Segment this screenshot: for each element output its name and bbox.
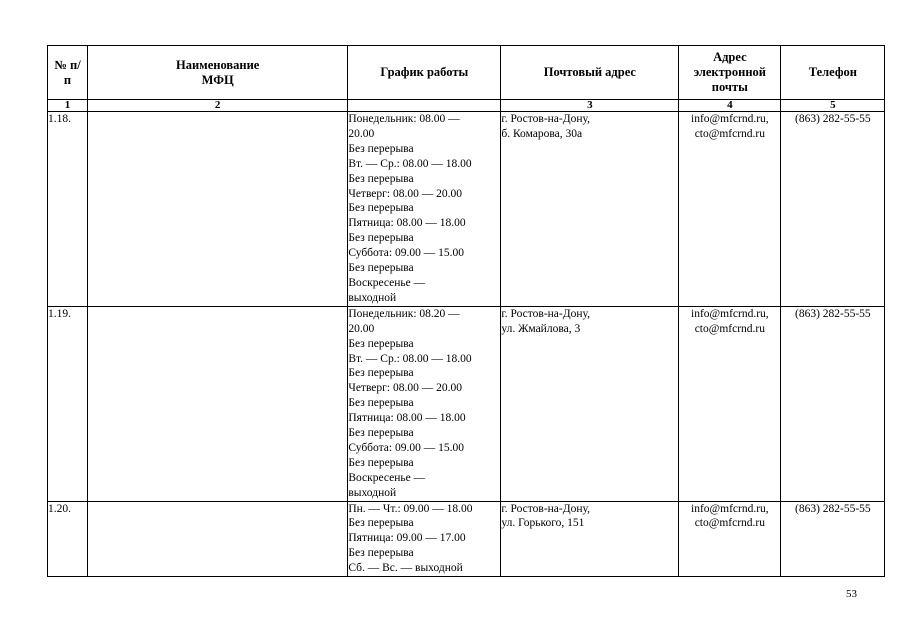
schedule-line: Сб. — Вс. — выходной [348,562,463,575]
postal-address [501,501,679,577]
address-line: ул. Горького, 151 [501,517,585,530]
work-schedule [348,112,501,307]
row-number: 1.19. [48,306,88,501]
email-address [679,501,781,577]
email-line: info@mfcrnd.ru, [691,307,769,320]
schedule-line: Без перерыва [348,172,414,185]
schedule-line: выходной [348,291,397,304]
header-email: Адрес электронной почты [679,46,781,100]
schedule-line: Без перерыва [348,202,414,215]
schedule-line: 20.00 [348,127,375,140]
page-number: 53 [846,588,857,600]
column-number: 4 [679,100,781,112]
header-phone: Телефон [781,46,885,100]
mfc-name [88,112,348,307]
schedule-line: Без перерыва [348,232,414,245]
header-num: № п/п [48,46,88,100]
header-row [48,46,885,100]
mfc-table [47,45,885,577]
table-row [48,501,885,577]
header-name: Наименование МФЦ [88,46,348,100]
email-address [679,112,781,307]
schedule-line: Без перерыва [348,427,414,440]
table-row [48,112,885,307]
email-address [679,306,781,501]
phone-number: (863) 282-55-55 [781,501,885,577]
email-line: cto@mfcrnd.ru [694,127,765,140]
schedule-line: Без перерыва [348,517,414,530]
column-number: 2 [88,100,348,112]
table-row [48,306,885,501]
email-line: cto@mfcrnd.ru [694,517,765,530]
column-number: 3 [501,100,679,112]
schedule-line: Вт. — Ср.: 08.00 — 18.00 [348,157,472,170]
schedule-line: Понедельник: 08.20 — [348,307,460,320]
header-schedule: График работы [348,46,501,100]
phone-number: (863) 282-55-55 [781,306,885,501]
schedule-line: Без перерыва [348,337,414,350]
schedule-line: Без перерыва [348,397,414,410]
schedule-line: Суббота: 09.00 — 15.00 [348,247,464,260]
schedule-line: Без перерыва [348,262,414,275]
postal-address [501,306,679,501]
phone-number: (863) 282-55-55 [781,112,885,307]
schedule-line: Суббота: 09.00 — 15.00 [348,441,464,454]
mfc-name [88,501,348,577]
schedule-line: Понедельник: 08.00 — [348,113,460,125]
schedule-line: выходной [348,486,397,499]
schedule-line: Пн. — Чт.: 09.00 — 18.00 [348,502,473,515]
address-line: б. Комарова, 30а [501,127,583,140]
email-line: cto@mfcrnd.ru [694,322,765,335]
column-number [348,100,501,112]
column-numbers-row [48,100,885,112]
schedule-line: Пятница: 08.00 — 18.00 [348,412,466,425]
address-line: ул. Жмайлова, 3 [501,322,581,335]
schedule-line: Без перерыва [348,456,414,469]
schedule-line: Четверг: 08.00 — 20.00 [348,382,462,395]
work-schedule [348,306,501,501]
address-line: г. Ростов-на-Дону, [501,307,590,320]
schedule-line: Без перерыва [348,547,414,560]
schedule-line: Пятница: 08.00 — 18.00 [348,217,466,230]
mfc-name [88,306,348,501]
schedule-line: Пятница: 09.00 — 17.00 [348,532,466,545]
row-number: 1.20. [48,501,88,577]
column-number: 5 [781,100,885,112]
address-line: г. Ростов-на-Дону, [501,113,590,125]
header-address: Почтовый адрес [501,46,679,100]
schedule-line: Без перерыва [348,367,414,380]
schedule-line: Вт. — Ср.: 08.00 — 18.00 [348,352,472,365]
schedule-line: Воскресенье — [348,471,426,484]
email-line: info@mfcrnd.ru, [691,113,769,125]
postal-address [501,112,679,307]
column-number: 1 [48,100,88,112]
row-number: 1.18. [48,112,88,307]
schedule-line: 20.00 [348,322,375,335]
work-schedule [348,501,501,577]
schedule-line: Без перерыва [348,142,414,155]
email-line: info@mfcrnd.ru, [691,502,769,515]
schedule-line: Воскресенье — [348,276,426,289]
schedule-line: Четверг: 08.00 — 20.00 [348,187,462,200]
address-line: г. Ростов-на-Дону, [501,502,590,515]
